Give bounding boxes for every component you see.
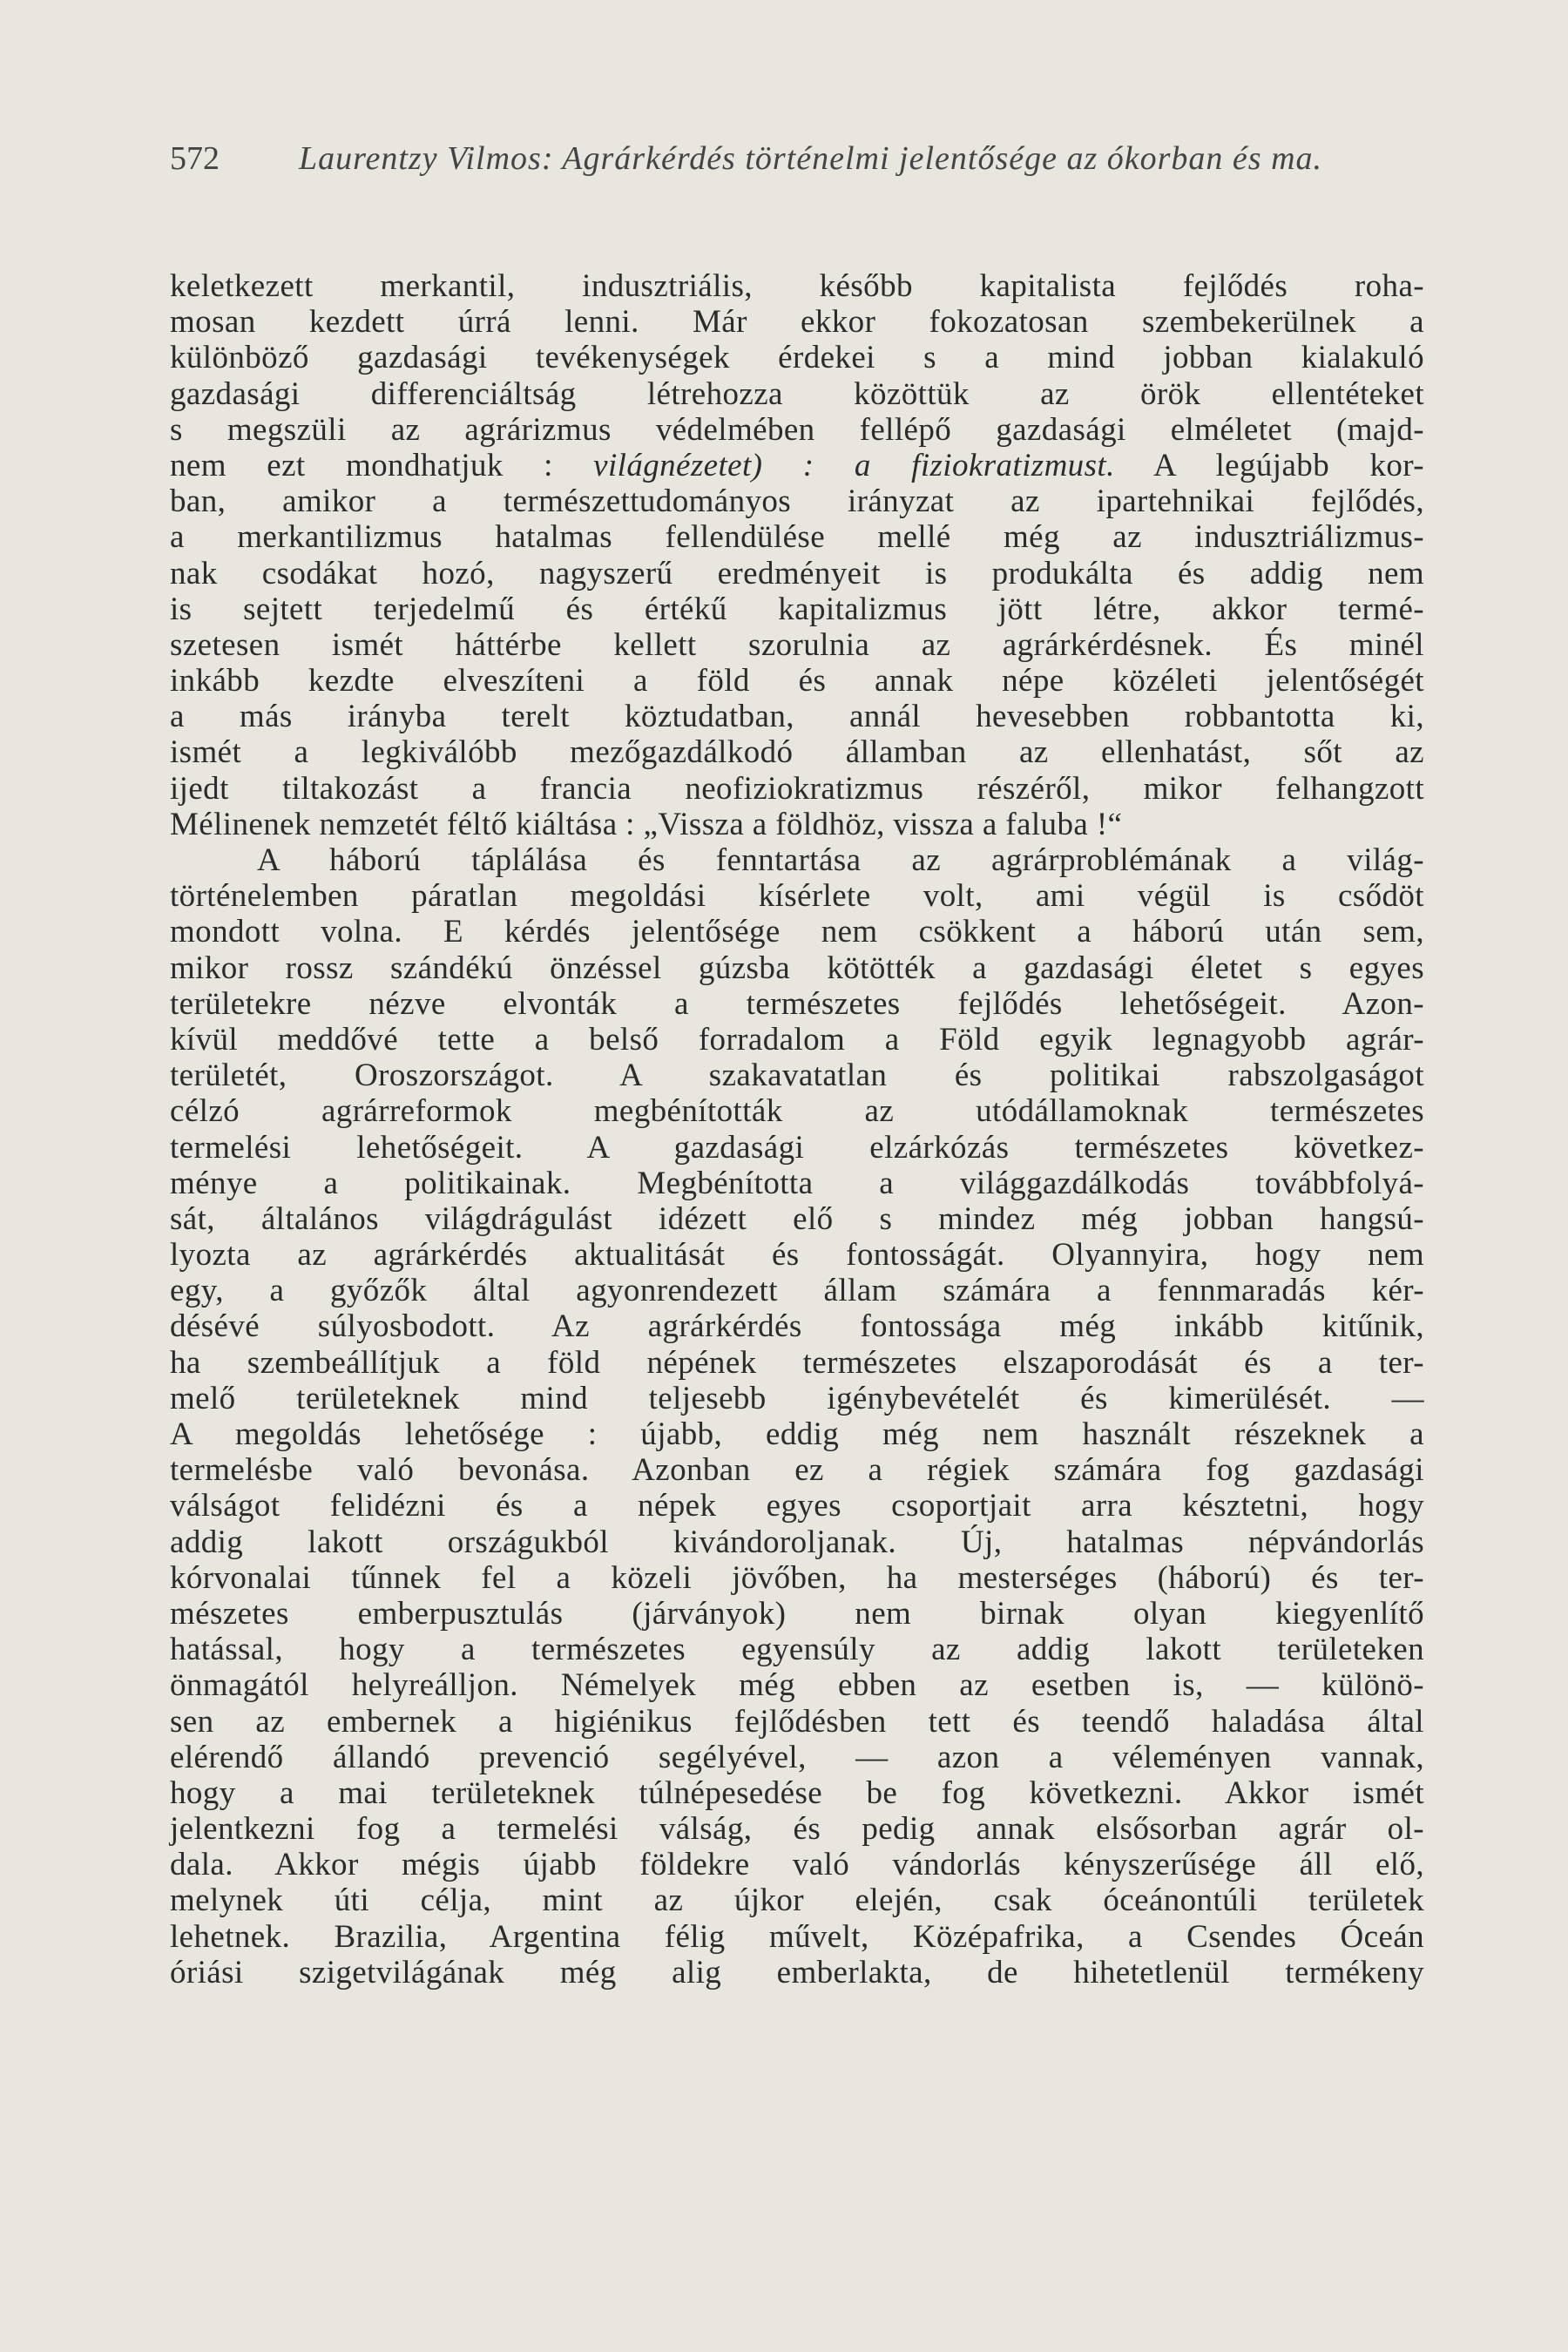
text-line: melő területeknek mind teljesebb igénybevételét és kimerülését. —	[170, 1380, 1424, 1416]
text-run: A legújabb kor-	[1114, 447, 1424, 483]
text-line: jelentkezni fog a termelési válság, és pedig annak elsősorban agrár ol-	[170, 1811, 1424, 1848]
text-line: mikor rossz szándékú önzéssel gúzsba kötötték a gazdasági életet s egyes	[170, 950, 1424, 986]
text-line: kívül meddővé tette a belső forradalom a Föld egyik legnagyobb agrár-	[170, 1021, 1424, 1058]
text-line: ménye a politikainak. Megbénította a világgazdálkodás továbbfolyá-	[170, 1165, 1424, 1201]
text-line: Mélinenek nemzetét féltő kiáltása : „Vissza a földhöz, vissza a faluba !“	[170, 806, 1123, 842]
text-line: ban, amikor a természettudományos irányzat az ipartehnikai fejlődés,	[170, 483, 1424, 520]
text-line: keletkezett merkantil, indusztriális, később kapitalista fejlődés roha-	[170, 268, 1424, 304]
page-number: 572	[170, 140, 220, 177]
text-line: gazdasági differenciáltság létrehozza közöttük az örök ellentéteket	[170, 375, 1424, 412]
text-line: sát, általános világdrágulást idézett elő s mindez még jobban hangsú-	[170, 1200, 1424, 1237]
text-line: inkább kezdte elveszíteni a föld és annak népe közéleti jelentőségét	[170, 663, 1424, 700]
text-line: melynek úti célja, mint az újkor elején, csak óceánontúli területek	[170, 1882, 1424, 1919]
text-line: ha szembeállítjuk a föld népének természetes elszaporodását és a ter-	[170, 1344, 1424, 1381]
text-line: is sejtett terjedelmű és értékű kapitalizmus jött létre, akkor termé-	[170, 591, 1424, 627]
text-line: nak csodákat hozó, nagyszerű eredményeit is produkálta és addig nem	[170, 555, 1424, 591]
text-line	[170, 448, 1424, 483]
text-line: s megszüli az agrárizmus védelmében fellépő gazdasági elméletet (majd-	[170, 411, 1424, 448]
text-line: hogy a mai területeknek túlnépesedése be fog következni. Akkor ismét	[170, 1774, 1424, 1811]
text-line: szetesen ismét háttérbe kellett szorulnia az agrárkérdésnek. És minél	[170, 626, 1424, 663]
text-line: lehetnek. Brazilia, Argentina félig művelt, Középafrika, a Csendes Óceán	[170, 1918, 1424, 1955]
text-line: mészetes emberpusztulás (járványok) nem birnak olyan kiegyenlítő	[170, 1595, 1424, 1632]
text-line: kórvonalai tűnnek fel a közeli jövőben, ha mesterséges (háború) és ter-	[170, 1559, 1424, 1596]
emphasized-text: világnézetet) : a fiziokratizmust.	[593, 447, 1115, 483]
text-line: célzó agrárreformok megbénították az utódállamoknak természetes	[170, 1093, 1424, 1130]
text-line: önmagától helyreálljon. Némelyek még ebben az esetben is, — különö-	[170, 1667, 1424, 1704]
text-line: A megoldás lehetősége : újabb, eddig még nem használt részeknek a	[170, 1416, 1424, 1452]
text-line: sen az embernek a higiénikus fejlődésben tett és teendő haladása által	[170, 1703, 1424, 1740]
text-line: egy, a győzők által agyonrendezett állam számára a fennmaradás kér-	[170, 1273, 1424, 1309]
text-line: óriási szigetvilágának még alig emberlakta, de hihetetlenül termékeny	[170, 1954, 1424, 1990]
text-line: ismét a legkiválóbb mezőgazdálkodó államban az ellenhatást, sőt az	[170, 734, 1424, 771]
text-line: termelési lehetőségeit. A gazdasági elzárkózás természetes következ-	[170, 1129, 1424, 1166]
text-line: ijedt tiltakozást a francia neofiziokratizmus részéről, mikor felhangzott	[170, 770, 1424, 807]
text-line: hatással, hogy a természetes egyensúly az addig lakott területeken	[170, 1632, 1424, 1668]
text-line: dala. Akkor mégis újabb földekre való vándorlás kényszerűsége áll elő,	[170, 1847, 1424, 1883]
text-line: lyozta az agrárkérdés aktualitását és fontosságát. Olyannyira, hogy nem	[170, 1237, 1424, 1274]
text-line: termelésbe való bevonása. Azonban ez a régiek számára fog gazdasági	[170, 1452, 1424, 1489]
text-line: területekre nézve elvonták a természetes fejlődés lehetőségeit. Azon-	[170, 985, 1424, 1022]
text-line: a más irányba terelt köztudatban, annál hevesebben robbantotta ki,	[170, 699, 1424, 735]
paragraph-start-line: A háború táplálása és fenntartása az agrárproblémának a világ-	[257, 842, 1424, 878]
running-title: Laurentzy Vilmos: Agrárkérdés történelmi jelentősége az ókorban és ma.	[299, 140, 1323, 177]
body-text	[170, 268, 1424, 1990]
text-line: történelemben páratlan megoldási kísérlete volt, ami végül is csődöt	[170, 878, 1424, 915]
text-line: addig lakott országukból kivándoroljanak. Új, hatalmas népvándorlás	[170, 1524, 1424, 1560]
text-line: désévé súlyosbodott. Az agrárkérdés fontossága még inkább kitűnik,	[170, 1308, 1424, 1345]
text-line: mosan kezdett úrrá lenni. Már ekkor fokozatosan szembekerülnek a	[170, 304, 1424, 341]
text-line: területét, Oroszországot. A szakavatatlan és politikai rabszolgaságot	[170, 1058, 1424, 1094]
text-line: válságot felidézni és a népek egyes csoportjait arra késztetni, hogy	[170, 1488, 1424, 1524]
text-run: nem ezt mondhatjuk :	[170, 447, 594, 483]
text-line: mondott volna. E kérdés jelentősége nem csökkent a háború után sem,	[170, 914, 1424, 950]
text-line: különböző gazdasági tevékenységek érdekei s a mind jobban kialakuló	[170, 340, 1424, 376]
text-line: a merkantilizmus hatalmas fellendülése mellé még az indusztriálizmus-	[170, 519, 1424, 556]
text-line: elérendő állandó prevenció segélyével, — azon a véleményen vannak,	[170, 1739, 1424, 1775]
